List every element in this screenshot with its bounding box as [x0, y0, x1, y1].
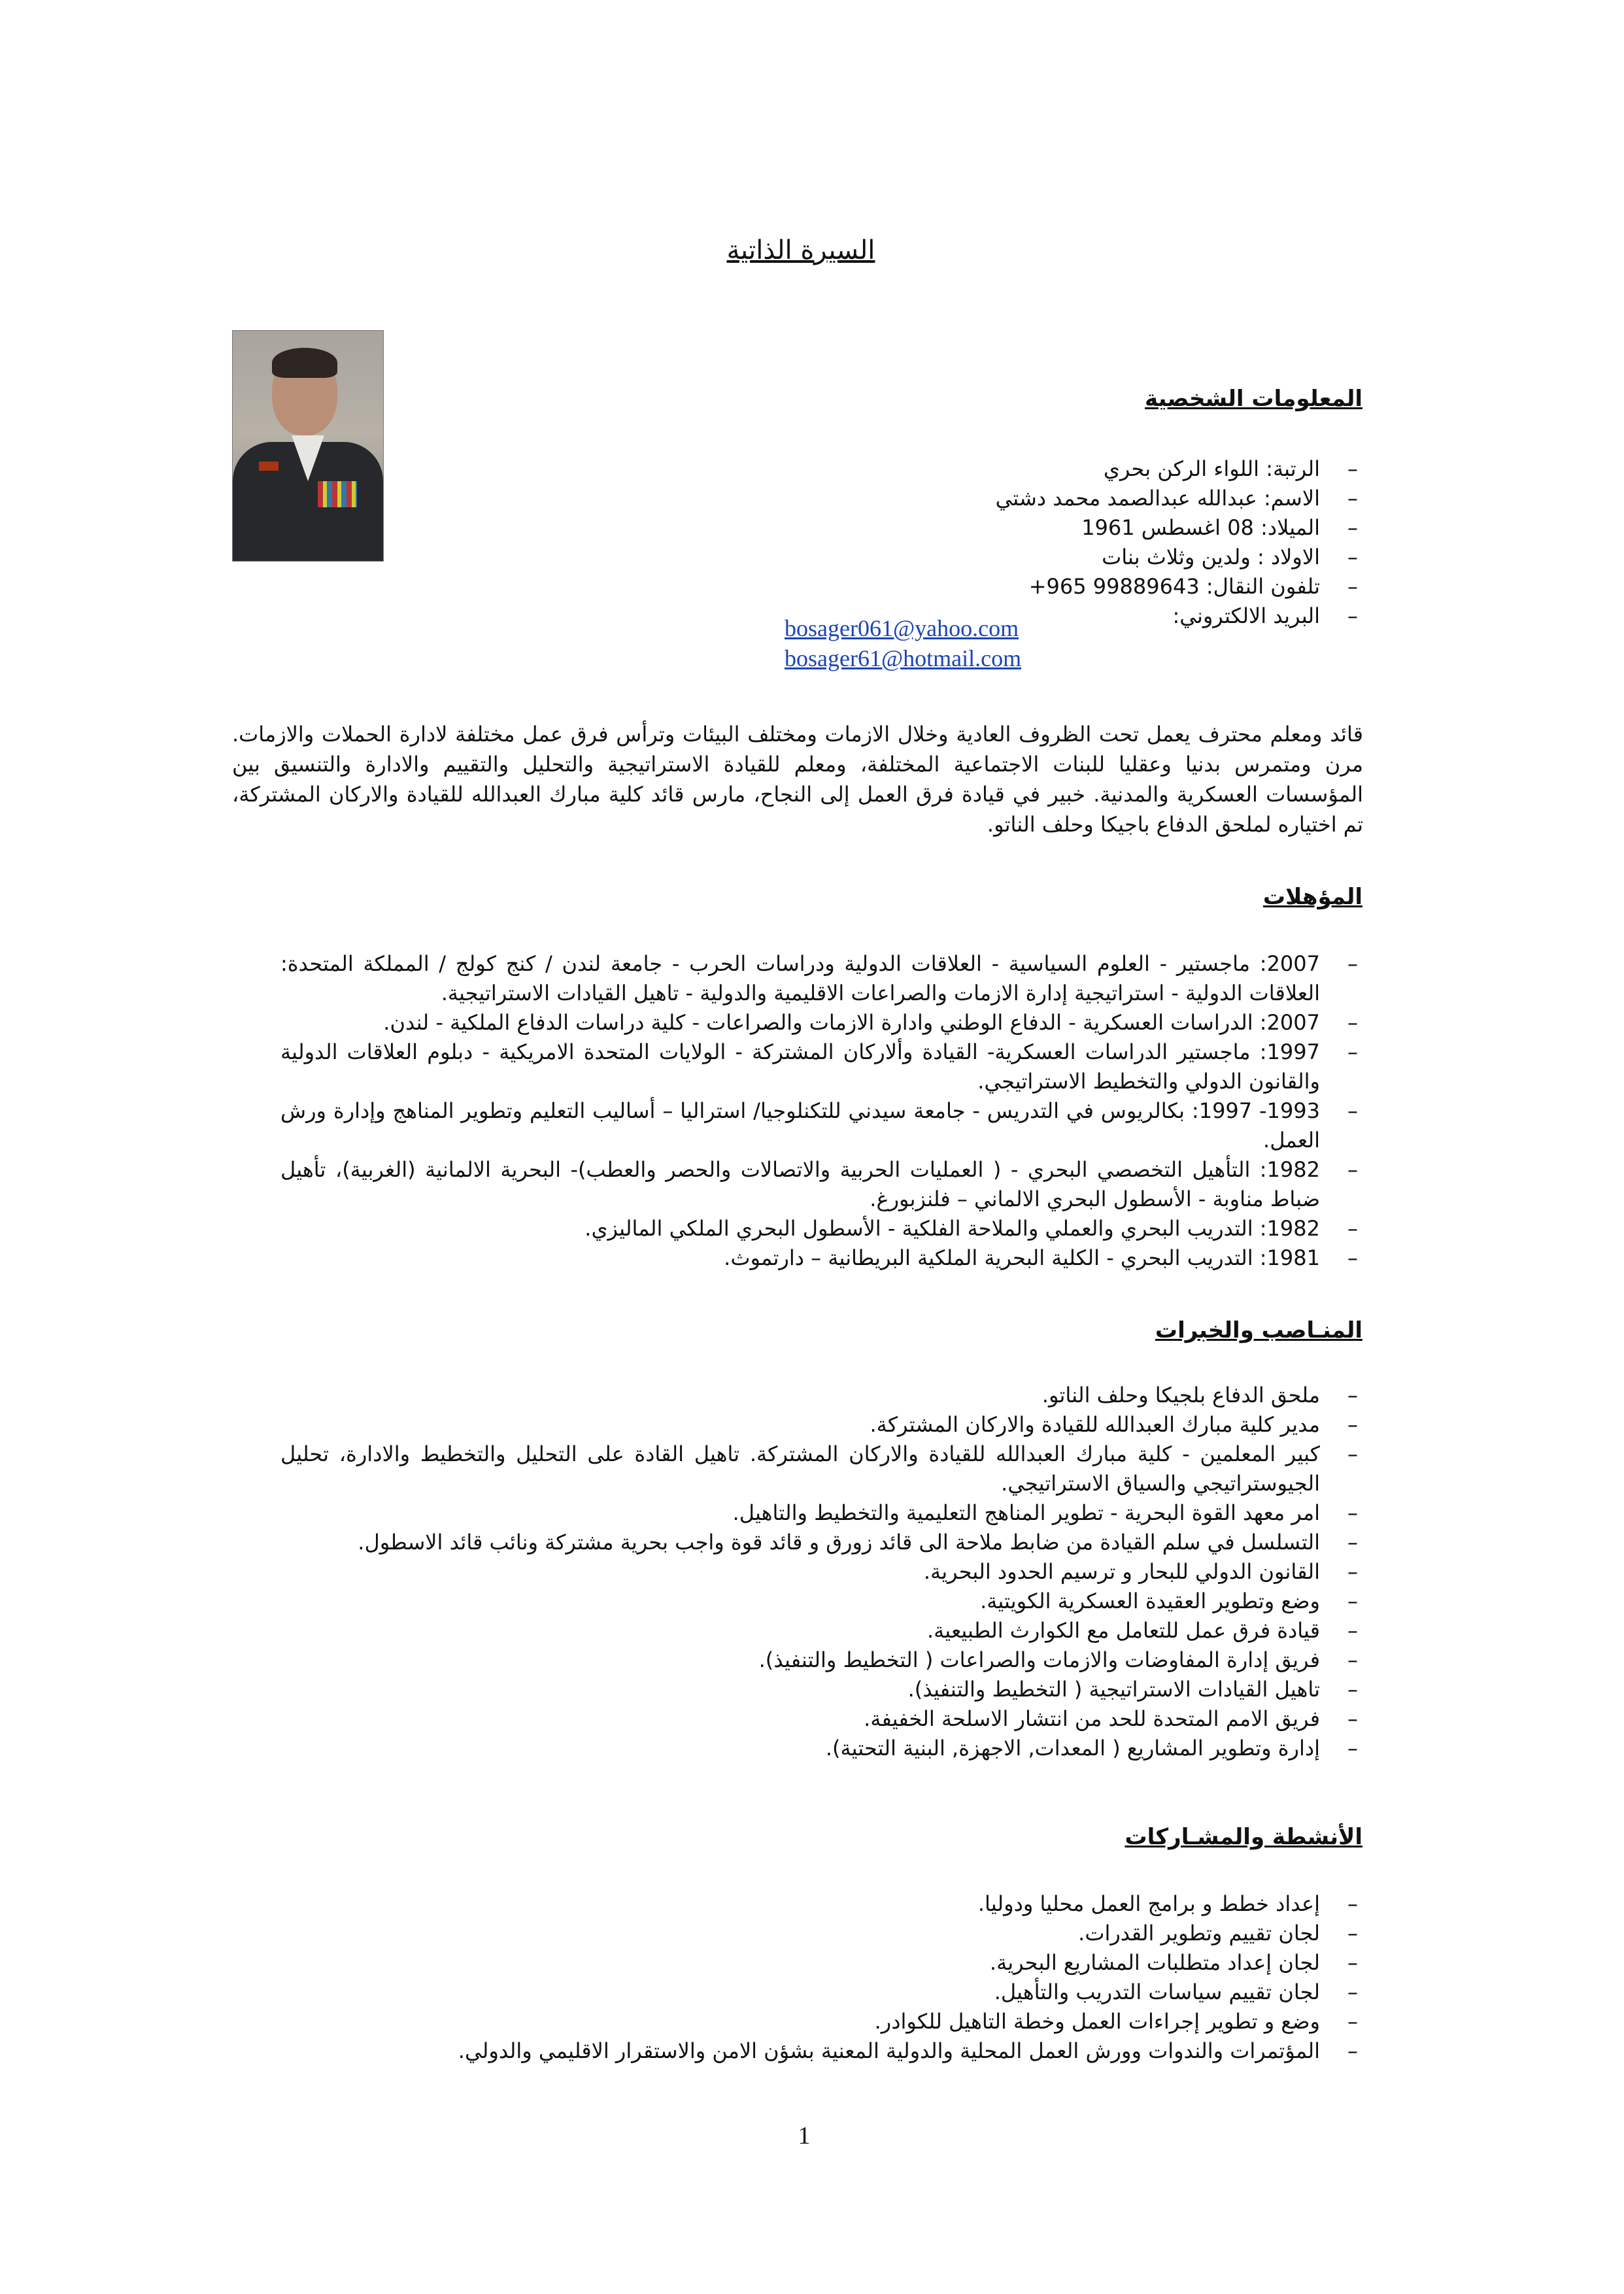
bullet-dash: –	[1347, 1677, 1358, 1702]
list-item	[280, 1214, 1366, 1243]
mobile-text: تلفون النقال: 99889643 965+	[1028, 574, 1320, 599]
list-item	[458, 2036, 1366, 2066]
list-item	[280, 1528, 1366, 1557]
positions-list	[280, 1381, 1366, 1763]
list-item	[280, 1155, 1366, 1214]
activity-text: إعداد خطط و برامج العمل محليا ودوليا.	[977, 1891, 1320, 1916]
list-item	[458, 1889, 1366, 1919]
bullet-dash: –	[1347, 456, 1358, 481]
qualifications-list	[280, 949, 1366, 1273]
positions-heading: المنـاصب والخبرات	[1155, 1317, 1362, 1343]
bullet-dash: –	[1347, 1442, 1358, 1466]
list-item	[280, 1587, 1366, 1616]
children-text: الاولاد : ولدين وثلاث بنات	[1102, 545, 1320, 569]
rank-text: الرتبة: اللواء الركن بحري	[1103, 456, 1320, 481]
list-item	[996, 454, 1366, 484]
bullet-dash: –	[1347, 486, 1358, 511]
bullet-dash: –	[1347, 2038, 1358, 2063]
bullet-dash: –	[1347, 1157, 1358, 1182]
list-item	[996, 572, 1366, 601]
personal-info-list	[996, 454, 1366, 631]
bullet-dash: –	[1347, 1098, 1358, 1123]
email-label: البريد الالكتروني:	[1172, 603, 1320, 628]
birth-text: الميلاد: 08 اغسطس 1961	[1081, 515, 1320, 540]
list-item	[996, 513, 1366, 543]
activity-text: المؤتمرات والندوات وورش العمل المحلية والدولية المعنية بشؤن الامن والاستقرار الاقليمي والدولي.	[458, 2038, 1320, 2063]
bullet-dash: –	[1347, 545, 1358, 569]
list-item	[280, 1243, 1366, 1273]
bullet-dash: –	[1347, 1706, 1358, 1731]
qualification-text: 2007: الدراسات العسكرية - الدفاع الوطني وادارة الازمات والصراعات - كلية دراسات الدفاع الملكية - لندن.	[383, 1010, 1320, 1035]
bullet-dash: –	[1347, 1530, 1358, 1555]
list-item	[996, 484, 1366, 513]
email-block	[785, 613, 1021, 673]
qualification-text: 1981: التدريب البحري - الكلية البحرية الملكية البريطانية – دارتموث.	[724, 1245, 1320, 1270]
bullet-dash: –	[1347, 515, 1358, 540]
position-text: كبير المعلمين - كلية مبارك العبدالله للقيادة والاركان المشتركة. تاهيل القادة على التحليل والتخطيط والادارة، تحليل الجيوستراتيجي والسياق الاستراتيجي.	[280, 1442, 1320, 1496]
bullet-dash: –	[1347, 2009, 1358, 2034]
list-item	[280, 1675, 1366, 1704]
position-text: إدارة وتطوير المشاريع ( المعدات, الاجهزة, البنية التحتية).	[825, 1736, 1320, 1761]
bullet-dash: –	[1347, 1559, 1358, 1584]
photo-pin	[259, 462, 279, 471]
list-item	[458, 1919, 1366, 1948]
bullet-dash: –	[1347, 574, 1358, 599]
bullet-dash: –	[1347, 603, 1358, 628]
bullet-dash: –	[1347, 1412, 1358, 1437]
qualification-text: 1997: ماجستير الدراسات العسكرية- القيادة وألاركان المشتركة - الولايات المتحدة الامريكية - دبلوم العلاقات الدولية والقانون الدولي والتخطيط الاستراتيجي.	[280, 1039, 1320, 1094]
qualifications-heading: المؤهلات	[1262, 884, 1362, 910]
bullet-dash: –	[1347, 1039, 1358, 1064]
list-item	[280, 949, 1366, 1008]
bullet-dash: –	[1347, 1245, 1358, 1270]
position-text: القانون الدولي للبحار و ترسيم الحدود البحرية.	[923, 1559, 1320, 1584]
list-item	[996, 543, 1366, 572]
list-item	[280, 1096, 1366, 1155]
qualification-text: 1982: التدريب البحري والعملي والملاحة الفلكية - الأسطول البحري الملكي الماليزي.	[584, 1216, 1320, 1241]
personal-info-heading: المعلومات الشخصية	[1145, 386, 1362, 412]
bullet-dash: –	[1347, 1216, 1358, 1241]
bullet-dash: –	[1347, 1010, 1358, 1035]
activity-text: لجان إعداد متطلبات المشاريع البحرية.	[989, 1950, 1320, 1975]
list-item	[458, 1978, 1366, 2007]
list-item	[996, 601, 1366, 631]
position-text: ملحق الدفاع بلجيكا وحلف الناتو.	[1041, 1383, 1320, 1408]
photo-medals	[318, 481, 357, 507]
bullet-dash: –	[1347, 951, 1358, 976]
list-item	[280, 1410, 1366, 1440]
position-text: مدير كلية مبارك العبدالله للقيادة والاركان المشتركة.	[870, 1412, 1320, 1437]
bullet-dash: –	[1347, 1950, 1358, 1975]
position-text: امر معهد القوة البحرية - تطوير المناهج التعليمية والتخطيط والتاهيل.	[732, 1500, 1320, 1525]
name-text: الاسم: عبدالله عبدالصمد محمد دشتي	[995, 486, 1320, 511]
qualification-text: 1993- 1997: بكالريوس في التدريس - جامعة سيدني للتكنلوجيا/ استراليا – أساليب التعليم وتطوير المناهج وإدارة ورش العمل.	[280, 1098, 1321, 1153]
photo-hair	[272, 348, 337, 378]
position-text: فريق الامم المتحدة للحد من انتشار الاسلحة الخفيفة.	[864, 1706, 1320, 1731]
portrait-photo	[232, 330, 384, 562]
list-item	[280, 1498, 1366, 1528]
bullet-dash: –	[1347, 1383, 1358, 1408]
list-item	[280, 1704, 1366, 1734]
bullet-dash: –	[1347, 1500, 1358, 1525]
position-text: فريق إدارة المفاوضات والازمات والصراعات ( التخطيط والتنفيذ).	[758, 1647, 1320, 1672]
qualification-text: 2007: ماجستير - العلوم السياسية - العلاقات الدولية ودراسات الحرب - جامعة لندن / كنج كولج / المملكة المتحدة: العلاقات الدولية - استراتيجية إدارة الازمات والصراعات الاقليمية والدولية - تاهيل القيادات الاستراتيجية.	[280, 951, 1320, 1005]
email-link-yahoo[interactable]: bosager061@yahoo.com	[785, 615, 1019, 641]
list-item	[280, 1008, 1366, 1037]
list-item	[458, 1948, 1366, 1978]
list-item	[280, 1734, 1366, 1763]
position-text: التسلسل في سلم القيادة من ضابط ملاحة الى قائد زورق و قائد قوة واجب بحرية مشتركة ونائب قائد الاسطول.	[358, 1530, 1320, 1555]
bullet-dash: –	[1347, 1647, 1358, 1672]
position-text: قيادة فرق عمل للتعامل مع الكوارث الطبيعية.	[926, 1618, 1320, 1643]
activity-text: لجان تقييم سياسات التدريب والتأهيل.	[994, 1980, 1320, 2004]
list-item	[280, 1645, 1366, 1675]
qualification-text: 1982: التأهيل التخصصي البحري - ( العمليات الحربية والاتصالات والحصر والعطب)- البحرية الالمانية (الغربية)، تأهيل ضباط مناوبة - الأسطول البحري الالماني – فلنزبورغ.	[280, 1157, 1320, 1211]
bullet-dash: –	[1347, 1736, 1358, 1761]
position-text: تاهيل القيادات الاستراتيجية ( التخطيط والتنفيذ).	[907, 1677, 1320, 1702]
activity-text: وضع و تطوير إجراءات العمل وخطة التاهيل للكوادر.	[874, 2009, 1320, 2034]
list-item	[280, 1557, 1366, 1587]
page-title: السيرة الذاتية	[726, 235, 875, 265]
activities-heading: الأنشطة والمشـاركات	[1125, 1824, 1362, 1850]
profile-summary: قائد ومعلم محترف يعمل تحت الظروف العادية وخلال الازمات ومختلف البيئات وترأس فرق عمل مختلفة لادارة الحملات والازمات. مرن ومتمرس بدنيا وعقليا للبنات الاجتماعية المختلفة، ومعلم للقيادة الاستراتيجية والتحليل والتقييم والادارة والتنسيق بين المؤسسات العسكرية والمدنية. خبير في قيادة فرق العمل إلى النجاح، مارس قائد كلية مبارك العبدالله للقيادة والاركان المشتركة، تم اختياره لملحق الدفاع باجيكا وحلف الناتو.	[232, 722, 1363, 837]
bullet-dash: –	[1347, 1589, 1358, 1613]
bullet-dash: –	[1347, 1891, 1358, 1916]
page-number: 1	[798, 2122, 811, 2150]
activities-list	[458, 1889, 1366, 2066]
bullet-dash: –	[1347, 1618, 1358, 1643]
email-link-hotmail[interactable]: bosager61@hotmail.com	[785, 645, 1022, 671]
list-item	[280, 1440, 1366, 1498]
list-item	[280, 1037, 1366, 1096]
list-item	[280, 1381, 1366, 1410]
list-item	[280, 1616, 1366, 1645]
list-item	[458, 2007, 1366, 2036]
activity-text: لجان تقييم وتطوير القدرات.	[1078, 1921, 1320, 1946]
position-text: وضع وتطوير العقيدة العسكرية الكويتية.	[980, 1589, 1320, 1613]
bullet-dash: –	[1347, 1980, 1358, 2004]
bullet-dash: –	[1347, 1921, 1358, 1946]
